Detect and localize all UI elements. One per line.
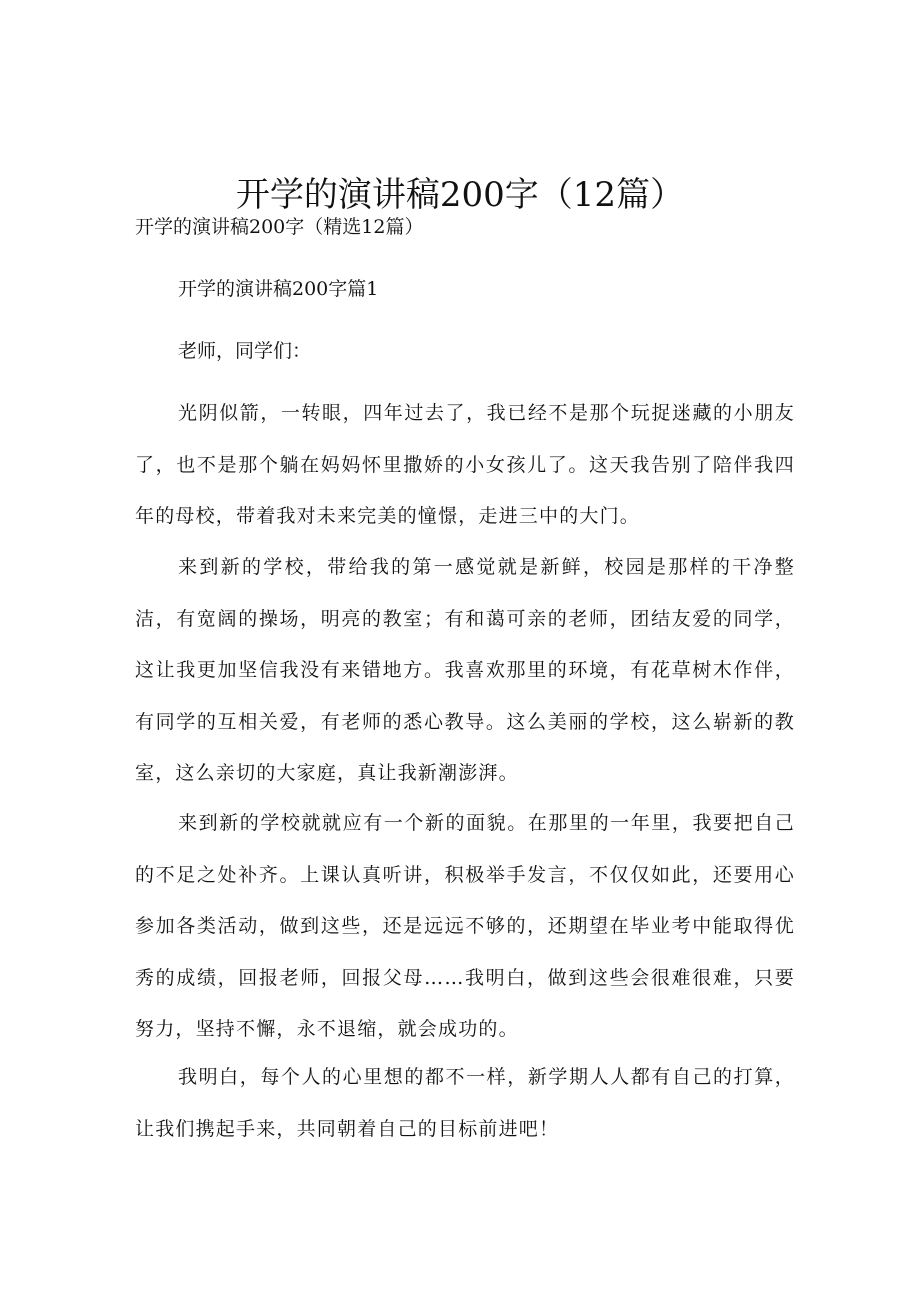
paragraph-3: 来到新的学校就就应有一个新的面貌。在那里的一年里，我要把自己的不足之处补齐。上课认真听讲，积极举手发言，不仅仅如此，还要用心参加各类活动，做到这些，还是远远不够的，还期望在毕业考中能取得优秀的成绩，回报老师，回报父母……我明白，做到这些会很难很难，只要努力，坚持不懈，永不退缩，就会成功的。 bbox=[135, 812, 795, 1040]
paragraph-2: 来到新的学校，带给我的第一感觉就是新鲜，校园是那样的干净整洁，有宽阔的操场，明亮的教室；有和蔼可亲的老师，团结友爱的同学，这让我更加坚信我没有来错地方。我喜欢那里的环境，有花草树木作伴，有同学的互相关爱，有老师的悉心教导。这么美丽的学校，这么崭新的教室，这么亲切的大家庭，真让我新潮澎湃。 bbox=[135, 556, 795, 784]
salutation: 老师，同学们： bbox=[178, 340, 312, 362]
document-title: 开学的演讲稿200字（12篇） bbox=[235, 174, 685, 215]
paragraph-1: 光阴似箭，一转眼，四年过去了，我已经不是那个玩捉迷藏的小朋友了，也不是那个躺在妈妈怀里撒娇的小女孩儿了。这天我告别了陪伴我四年的母校，带着我对未来完美的憧憬，走进三中的大门。 bbox=[135, 402, 795, 527]
section-heading: 开学的演讲稿200字篇1 bbox=[178, 278, 379, 300]
paragraph-4: 我明白，每个人的心里想的都不一样，新学期人人都有自己的打算，让我们携起手来，共同朝着自己的目标前进吧！ bbox=[135, 1066, 795, 1140]
document-subtitle: 开学的演讲稿200字（精选12篇） bbox=[135, 216, 424, 238]
